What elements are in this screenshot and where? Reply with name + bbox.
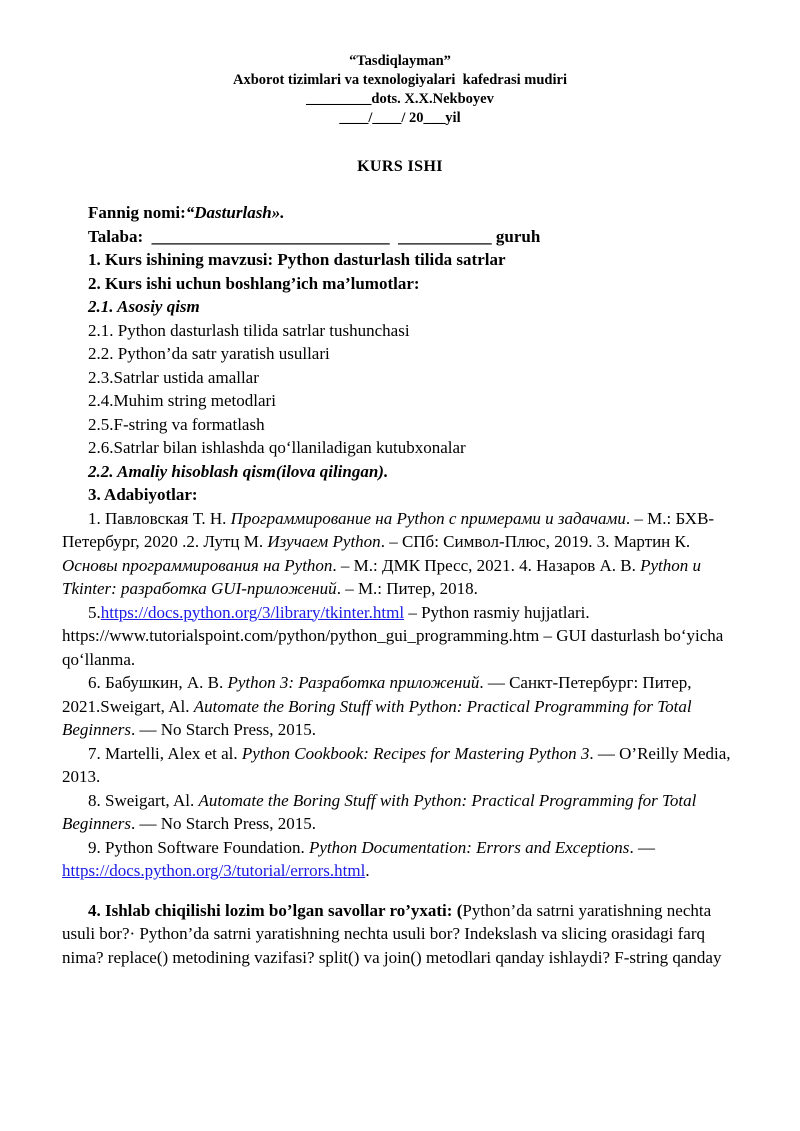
part1-heading: 2.1. Asosiy qism	[88, 297, 200, 316]
reference-text: . — No Starch Press, 2015.	[130, 720, 317, 739]
reference-text: . — Санкт-Петербург: Питер, 2021.Sweigart, Al.	[62, 673, 692, 716]
part2-heading: 2.2. Amaliy hisoblash qism(ilova qilingan).	[88, 461, 389, 481]
reference-title: Python Cookbook: Recipes for Mastering Python 3	[241, 743, 590, 763]
reference-text: 9. Python Software Foundation.	[88, 837, 309, 857]
questions-label: 4. Ishlab chiqilishi lozim bo’lgan savollar ro’yxati: (	[88, 900, 463, 920]
student-line	[62, 225, 738, 249]
spacer	[62, 883, 738, 899]
reference-text: . – М.: БХВ-Петербург, 2020 .2. Лутц М.	[62, 508, 715, 551]
subject-line	[62, 201, 738, 225]
reference-text: . – М.: Питер, 2018.	[336, 579, 478, 598]
reference-3	[62, 671, 738, 742]
reference-2	[62, 601, 738, 672]
reference-link[interactable]: https://docs.python.org/3/library/tkinter.html	[100, 602, 405, 622]
approval-line-3: _________dots. X.X.Nekboyev	[306, 91, 494, 107]
questions-text: Python’da satrni yaratishning nechta usuli bor?· Python’da satrni yaratishning nechta usuli bor? Indekslash va slicing orasidagi farq nima? replace() metodining vazifasi? split() va join() metodlari qanday ishlaydi? F-string qanday	[62, 900, 722, 967]
reference-title: Automate the Boring Stuff with Python: Practical Programming for Total Beginners	[62, 696, 692, 739]
reference-text: .	[365, 861, 370, 880]
reference-text: 1. Павловская Т. Н.	[88, 508, 231, 528]
student-blank: ____________________________ ___________ guruh	[143, 226, 541, 246]
page-title: KURS ISHI	[357, 158, 443, 175]
approval-line-1: “Tasdiqlayman”	[349, 53, 451, 69]
reference-4	[62, 742, 738, 789]
reference-title: Python и Tkinter: разработка GUI-приложений	[62, 555, 702, 598]
reference-text: . —	[629, 837, 655, 857]
reference-text: 6. Бабушкин, А. В.	[88, 673, 228, 692]
reference-6	[62, 836, 738, 883]
reference-text: 7. Martelli, Alex et al.	[88, 743, 242, 763]
reference-text: – Python rasmiy hujjatlari. https://www.tutorialspoint.com/python/python_gui_programming.htm – GUI dasturlash bo‘yicha qo‘llanma.	[62, 602, 724, 669]
document-body	[62, 201, 738, 969]
contents-item-2: 2.2. Python’da satr yaratish usullari	[88, 344, 330, 363]
approval-header	[62, 52, 738, 128]
reference-title: Python Documentation: Errors and Exceptions	[309, 837, 630, 857]
section2-line: 2. Kurs ishi uchun boshlang’ich ma’lumotlar:	[88, 273, 420, 293]
contents-item-4: 2.4.Muhim string metodlari	[88, 391, 276, 410]
reference-title: Программирование на Python с примерами и задачами	[230, 508, 626, 528]
reference-5	[62, 789, 738, 836]
reference-link[interactable]: https://docs.python.org/3/tutorial/errors.html	[62, 861, 366, 880]
approval-line-4: ____/____/ 20___yil	[339, 110, 461, 126]
approval-line-2: Axborot tizimlari va texnologiyalari kafedrasi mudiri	[232, 72, 567, 88]
topic-line: 1. Kurs ishining mavzusi: Python dasturlash tilida satrlar	[88, 250, 506, 269]
questions-paragraph	[62, 899, 738, 970]
contents-item-6: 2.6.Satrlar bilan ishlashda qo‘llaniladigan kutubxonalar	[88, 438, 466, 457]
reference-text: . — O’Reilly Media, 2013.	[62, 743, 731, 786]
reference-title: Основы программирования на Python	[62, 555, 333, 575]
reference-text: 5.	[88, 602, 101, 622]
references-heading: 3. Adabiyotlar:	[88, 485, 198, 504]
contents-item-1: 2.1. Python dasturlash tilida satrlar tushunchasi	[88, 320, 410, 340]
reference-text: . — No Starch Press, 2015.	[130, 814, 317, 833]
reference-title: Изучаем Python	[267, 532, 381, 551]
reference-text: . – СПб: Символ-Плюс, 2019. 3. Мартин К.	[380, 532, 691, 551]
reference-text: . – М.: ДМК Пресс, 2021. 4. Назаров А. В.	[332, 555, 641, 575]
reference-title: Automate the Boring Stuff with Python: Practical Programming for Total Beginners	[62, 790, 697, 833]
reference-title: Python 3: Разработка приложений	[227, 673, 480, 692]
subject-value: “Dasturlash».	[185, 203, 285, 222]
contents-item-5: 2.5.F-string va formatlash	[88, 414, 265, 434]
student-label: Talaba:	[88, 226, 144, 246]
contents-item-3: 2.3.Satrlar ustida amallar	[88, 367, 259, 387]
reference-text: 8. Sweigart, Al.	[88, 790, 199, 810]
subject-label: Fannig nomi:	[88, 203, 186, 222]
reference-1	[62, 507, 738, 601]
